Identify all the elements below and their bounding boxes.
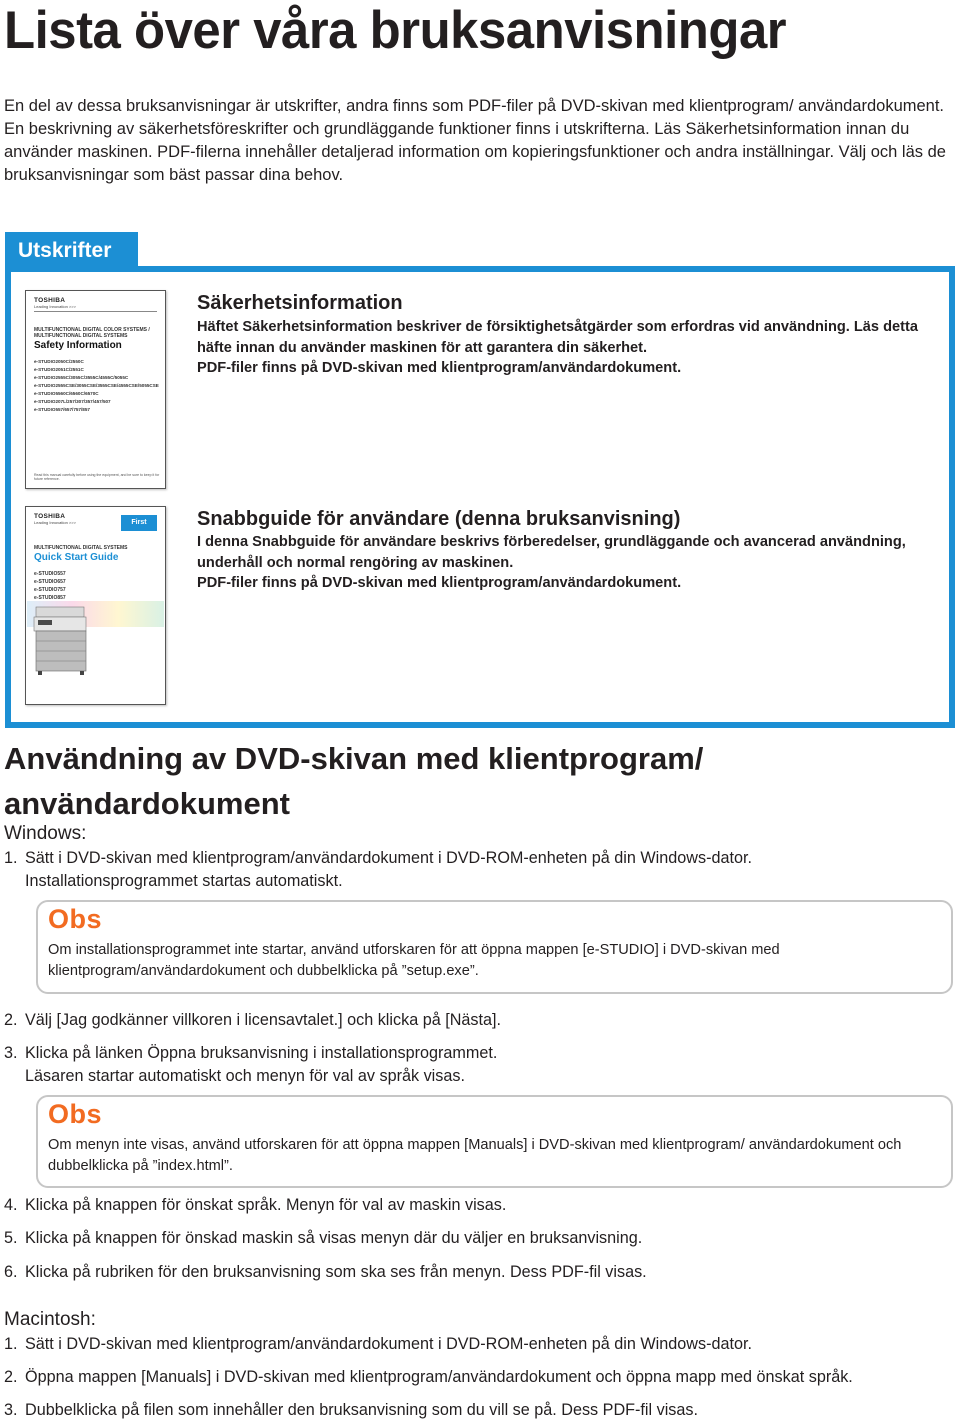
cover-brand: TOSHIBA [34,513,66,520]
cover-title: Quick Start Guide [34,552,119,563]
item-desc-line: PDF-filer finns på DVD-skivan med klientprogram/användardokument. [197,360,682,376]
windows-label: Windows: [4,823,87,844]
windows-step-5 [4,1227,954,1250]
note-text: Om installationsprogrammet inte startar, använd utforskaren för att öppna mappen [e-STUDIO] i DVD-skivan med klientprogram/användardokument och dubbelklicka på ”setup.exe”. [48,942,780,979]
intro-paragraph-2: En beskrivning av säkerhetsföreskrifter och grundläggande funktioner finns i utskrifterna. Läs Säkerhetsinformation innan du använder maskinen. PDF-filerna innehåller detaljerad information om kopieringsfunktioner och andra inställningar. Välj och läs de bruksanvisningar som bäst passar dina behov. [4,120,946,184]
cover-model: e-STUDIO557/657/757/857 [34,407,90,412]
cover-brand: TOSHIBA [34,297,66,304]
step-text: Klicka på knappen för önskad maskin så visas menyn där du väljer en bruksanvisning. [25,1229,643,1247]
cover-model: e-STUDIO2051C/2551C [34,367,84,372]
step-number: 6. [4,1263,18,1281]
note-title: Obs [48,904,103,934]
cover-systems: MULTIFUNCTIONAL DIGITAL SYSTEMS [34,545,128,551]
item-title-safety: Säkerhetsinformation [197,292,403,314]
printed-manuals-panel [5,266,955,728]
cover-footer: Read this manual carefully before using the equipment, and be sure to keep it for future reference. [34,473,160,481]
cover-title: Safety Information [34,340,122,351]
cover-model-list [34,570,66,602]
step-number: 3. [4,1044,18,1062]
cover-model: e-STUDIO857 [34,595,66,601]
step-continuation: Installationsprogrammet startas automatiskt. [25,872,343,890]
item-desc-line: Häftet Säkerhetsinformation beskriver de försiktighetsåtgärder som erfordras vid användning. Läs detta häfte innan du använder maskinen för att garantera din säkerhet. [197,319,918,356]
step-text: Öppna mappen [Manuals] i DVD-skivan med klientprogram/användardokument och öppna mapp med önskat språk. [25,1368,853,1386]
step-text: Klicka på rubriken för den bruksanvisning som ska ses från menyn. Dess PDF-fil visas. [25,1263,647,1281]
cover-model: e-STUDIO657 [34,579,66,585]
step-number: 2. [4,1368,18,1386]
cover-systems: MULTIFUNCTIONAL DIGITAL COLOR SYSTEMS / MULTIFUNCTIONAL DIGITAL SYSTEMS [34,327,150,339]
mac-step-1 [4,1333,954,1356]
step-number: 3. [4,1401,18,1419]
step-text: Sätt i DVD-skivan med klientprogram/användardokument i DVD-ROM-enheten på din Windows-dator. [25,1335,752,1353]
quick-start-guide-cover-image [25,506,166,705]
step-text: Klicka på länken Öppna bruksanvisning i installationsprogrammet. [25,1044,498,1062]
windows-step-2 [4,1009,954,1032]
step-number: 1. [4,849,18,867]
cover-model: e-STUDIO207L/257/307/357/457/507 [34,399,111,404]
step-text: Dubbelklicka på filen som innehåller den bruksanvisning som du vill se på. Dess PDF-fil visas. [25,1401,698,1419]
cover-model: e-STUDIO757 [34,587,66,593]
intro-text [4,95,954,187]
note-box-2 [36,1095,953,1188]
page-title: Lista över våra bruksanvisningar [4,1,787,60]
intro-paragraph-1: En del av dessa bruksanvisningar är utskrifter, andra finns som PDF-filer på DVD-skivan med klientprogram/ användardokument. [4,97,945,115]
cover-model-list [34,358,159,414]
mac-step-2 [4,1366,954,1389]
cover-tagline: Leading Innovation >>> [34,304,76,309]
cover-model: e-STUDIO5560C/6560C/6570C [34,391,99,396]
safety-information-cover-image [25,290,166,489]
note-title: Obs [48,1099,103,1129]
item-desc-line: I denna Snabbguide för användare beskrivs förberedelser, grundläggande och avancerad användning, underhåll och normal rengöring av maskinen. [197,534,906,571]
step-number: 5. [4,1229,18,1247]
step-text: Klicka på knappen för önskat språk. Menyn för val av maskin visas. [25,1196,507,1214]
cover-tagline: Leading Innovation >>> [34,520,76,525]
windows-step-4 [4,1194,954,1217]
copier-machine-icon [30,603,92,677]
cover-badge: First [121,515,157,531]
item-desc-line: PDF-filer finns på DVD-skivan med klientprogram/användardokument. [197,575,682,591]
note-box-1 [36,900,953,994]
note-text: Om menyn inte visas, använd utforskaren för att öppna mappen [Manuals] i DVD-skivan med klientprogram/ användardokument och dubbelklicka på ”index.html”. [48,1137,902,1174]
cover-model: e-STUDIO2050C/2550C [34,359,84,364]
cover-model: e-STUDIO557 [34,571,66,577]
step-continuation: Läsaren startar automatiskt och menyn för val av språk visas. [25,1067,465,1085]
item-desc-quick-start [197,532,937,594]
step-number: 1. [4,1335,18,1353]
macintosh-label: Macintosh: [4,1309,96,1330]
dvd-heading: Användning av DVD-skivan med klientprogram/ användardokument [4,741,704,821]
step-text: Sätt i DVD-skivan med klientprogram/användardokument i DVD-ROM-enheten på din Windows-dator. [25,849,752,867]
item-desc-safety [197,317,937,379]
cover-model: e-STUDIO2555CSE/3055CSE/3555CSE/4555CSE/5055CSE [34,383,159,388]
windows-step-6 [4,1261,954,1284]
section-tab-utskrifter: Utskrifter [5,232,138,269]
step-number: 4. [4,1196,18,1214]
item-title-quick-start: Snabbguide för användare (denna bruksanvisning) [197,508,681,530]
step-text: Välj [Jag godkänner villkoren i licensavtalet.] och klicka på [Nästa]. [25,1011,501,1029]
windows-step-3 [4,1042,954,1088]
cover-model: e-STUDIO2555C/3055C/3555C/4555C/5055C [34,375,129,380]
cover-divider [34,311,157,312]
mac-step-3 [4,1399,954,1422]
windows-step-1 [4,847,954,893]
step-number: 2. [4,1011,18,1029]
